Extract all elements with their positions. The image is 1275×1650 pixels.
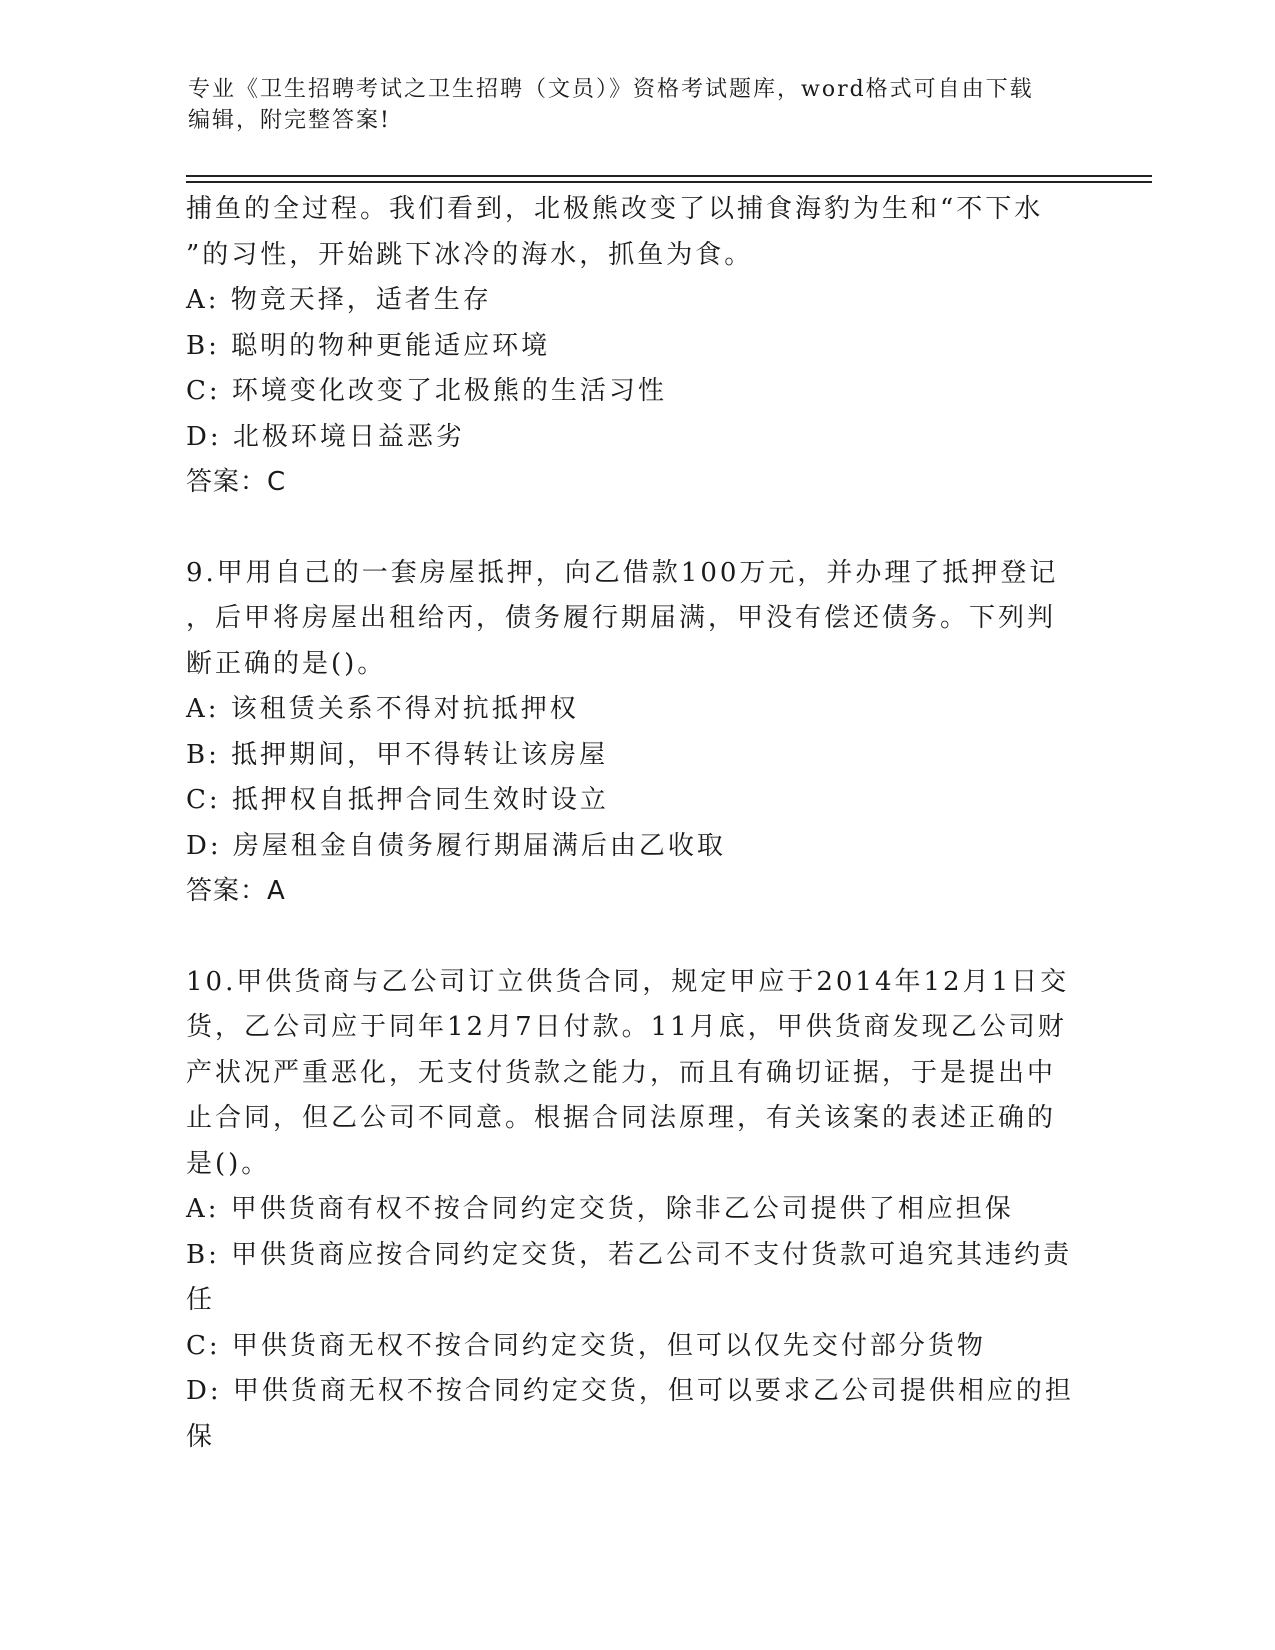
option-b: B: 聪明的物种更能适应环境 [186,330,551,361]
option-b: B: 甲供货商应按合同约定交货，若乙公司不支付货款可追究其违约责 [186,1239,1073,1270]
option-c: C: 甲供货商无权不按合同约定交货，但可以仅先交付部分货物 [186,1330,986,1361]
question-stem-line: ”的习性，开始跳下冰冷的海水，抓鱼为食。 [186,239,754,270]
header-divider-top [186,175,1152,177]
option-c: C: 环境变化改变了北极熊的生活习性 [186,376,667,406]
question-content [186,187,1086,1460]
question-stem-line: 10.甲供货商与乙公司订立供货合同，规定甲应于2014年12月1日交 [186,966,1070,997]
question-stem-line: 9.甲用自己的一套房屋抵押，向乙借款100万元，并办理了抵押登记 [186,557,1059,588]
header-title-line-2: 编辑，附完整答案! [188,108,391,133]
question-stem-line: 断正确的是()。 [186,648,387,679]
question-stem-line: 止合同，但乙公司不同意。根据合同法原理，有关该案的表述正确的 [186,1103,1057,1133]
question-stem-line: 产状况严重恶化，无支付货款之能力，而且有确切证据，于是提出中 [186,1057,1057,1088]
question-stem-line: 货，乙公司应于同年12月7日付款。11月底，甲供货商发现乙公司财 [186,1012,1067,1042]
question-stem-line: 捕鱼的全过程。我们看到，北极熊改变了以捕食海豹为生和“不下水 [186,194,1044,224]
question-8 [186,187,1086,506]
option-d-continued: 保 [186,1421,216,1452]
answer-label: 答案：C [186,467,287,497]
option-a: A: 该租赁关系不得对抗抵押权 [186,694,579,724]
answer-label: 答案：A [186,876,286,906]
option-b-continued: 任 [186,1285,216,1315]
question-10 [186,960,1086,1461]
option-a: A: 甲供货商有权不按合同约定交货，除非乙公司提供了相应担保 [186,1194,1014,1224]
option-a: A: 物竞天择，适者生存 [186,285,492,315]
spacer [186,915,1086,960]
question-9 [186,551,1086,915]
header-divider-bottom [186,181,1152,183]
header-title-line-1: 专业《卫生招聘考试之卫生招聘（文员）》资格考试题库，word格式可自由下载 [188,77,1034,102]
option-b: B: 抵押期间，甲不得转让该房屋 [186,739,609,770]
question-stem-line: ，后甲将房屋出租给丙，债务履行期届满，甲没有偿还债务。下列判 [186,603,1057,633]
option-d: D: 甲供货商无权不按合同约定交货，但可以要求乙公司提供相应的担 [186,1376,1074,1406]
question-stem-line: 是()。 [186,1148,271,1179]
document-header [188,74,1088,136]
spacer [186,506,1086,551]
option-c: C: 抵押权自抵押合同生效时设立 [186,785,609,815]
option-d: D: 北极环境日益恶劣 [186,421,465,452]
option-d: D: 房屋租金自债务履行期届满后由乙收取 [186,830,726,861]
